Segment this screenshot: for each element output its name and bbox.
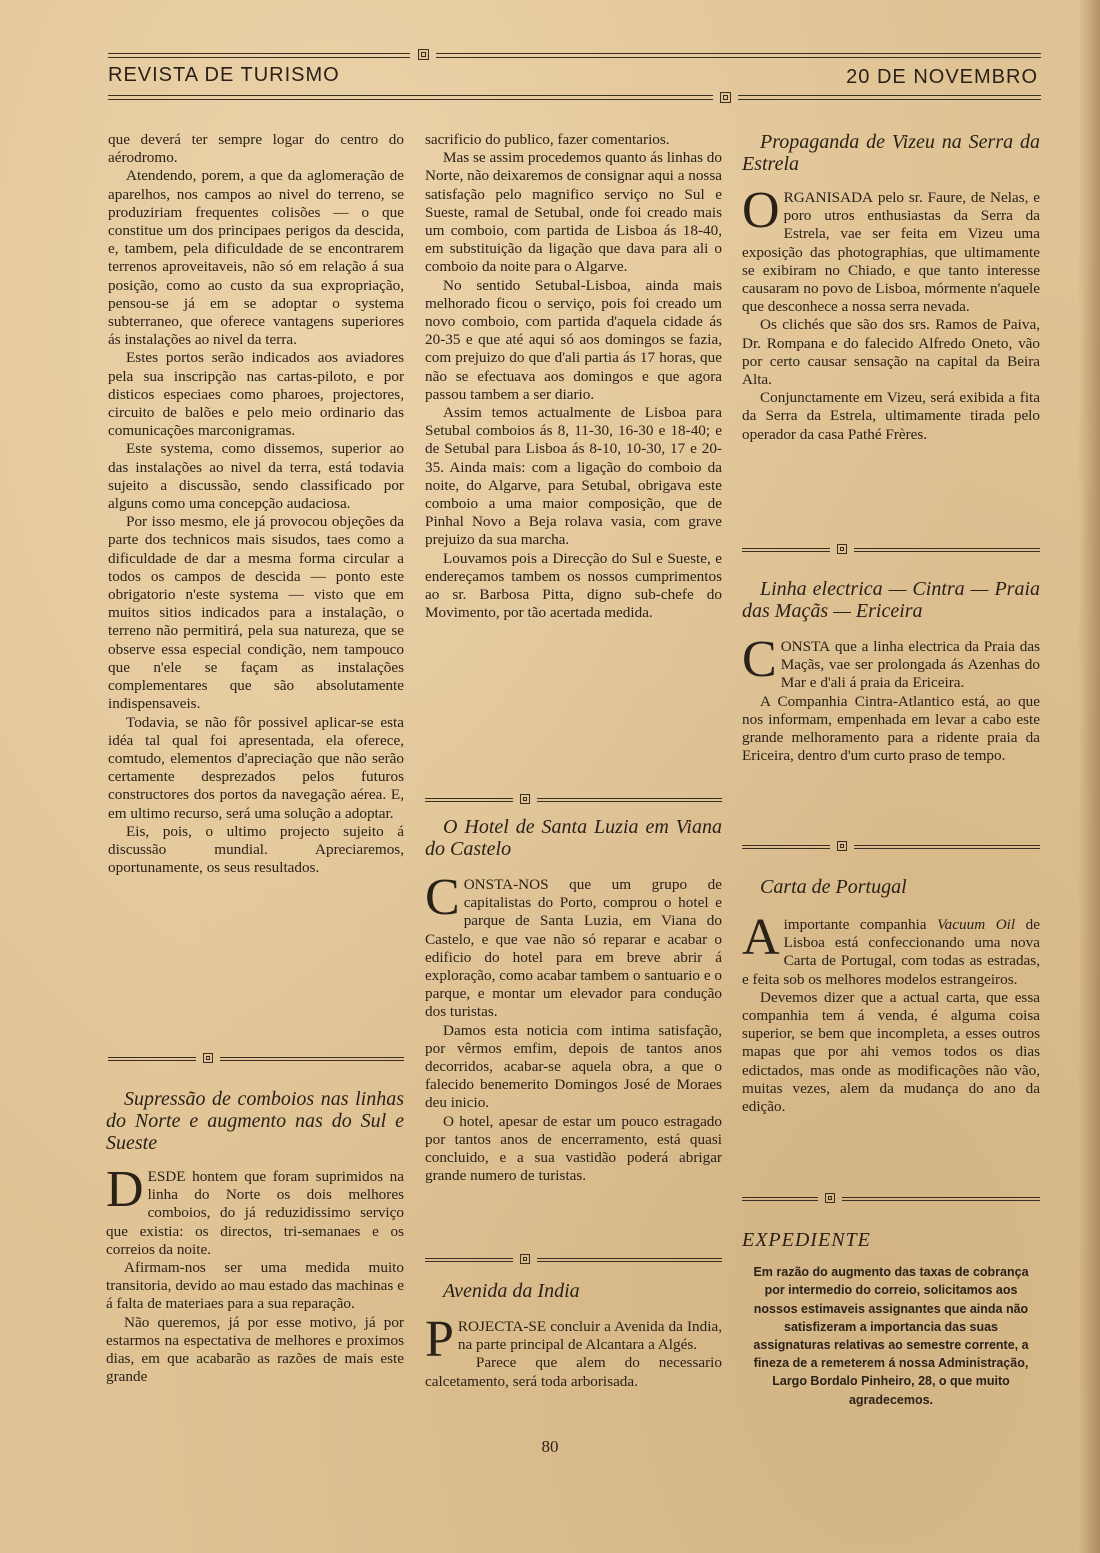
paragraph: Atendendo, porem, a que da aglomeração de aparelhos, nos campos ao nivel do terreno, se produziriam frequentes colisões — o que constitue um dos principaes perigos da descida, e, tambem, pela dificuldade de se encontrarem terrenos aproveitaveis, não só em relação á sua posição, como ao custo da sua expropriação, pensou-se já em se adoptar o systema subterraneo, que oferece vantagens superiores ás instalações ao nivel da terra.	[108, 167, 404, 349]
ornament-icon	[203, 1053, 213, 1063]
paragraph: O hotel, apesar de estar um pouco estragado por tantos anos de encerramento, está quasi concluido, e a sua vastidão poderá abrigar grande numero de turistas.	[425, 1112, 722, 1185]
article-avenida-india	[425, 1280, 722, 1391]
section-separator	[425, 794, 722, 802]
section-separator	[742, 1193, 1040, 1201]
binding-shadow	[1078, 0, 1100, 1553]
paragraph: No sentido Setubal-Lisboa, ainda mais melhorado ficou o serviço, pois foi creado um novo comboio, com partida d'aquela cidade ás 20-35 e que até aqui só aos domingos se fazia, com prejuizo do que d'ali partia ás 17 horas, que não se efectuava aos domingos e que agora passou tambem a ser diario.	[425, 276, 722, 403]
article-lead	[742, 631, 1040, 693]
lead-text: que um grupo de capitalistas do Porto, comprou o hotel e parque de Santa Luzia, em Viana do Castelo, e que vae não só reparar e acabar o edificio do hotel para em breve abrir á exploração, como acabar tambem o santuario e o parque, e montar um elevador para condução dos turistas.	[425, 876, 722, 1021]
paragraph: Não queremos, já por esse motivo, já por estarmos na espectativa de melhores e proximos dias, em que acabarão as razões de mais este grande	[106, 1313, 404, 1386]
paragraph: Todavia, se não fôr possivel aplicar-se esta idéa tal qual foi apresentada, ela oferece, comtudo, elementos d'apreciação que não serão certamente desprezados pelos futuros constructores dos portos da navegação aérea. E, em ultimo recurso, será uma solução a adoptar.	[108, 713, 404, 822]
ornament-icon	[837, 841, 847, 851]
article-lead	[425, 869, 722, 1022]
article-title: Avenida da India	[443, 1280, 580, 1302]
paragraph: Mas se assim procedemos quanto ás linhas do Norte, não deixaremos de consignar aqui a nossa satisfação pelo magnifico serviço no Sul e Sueste, ramal de Setubal, onde foi creado mais um comboio, com partida de Lisboa ás 18-40, em substituição da ligação que dava para ali o comboio da noite para o Algarve.	[425, 149, 722, 276]
article-lead	[425, 1311, 722, 1368]
drop-cap: D	[106, 1161, 144, 1218]
magazine-title: REVISTA DE TURISMO	[108, 64, 340, 86]
page-number: 80	[541, 1437, 559, 1456]
drop-cap: P	[425, 1311, 454, 1368]
article-propaganda-vizeu	[742, 131, 1040, 444]
paragraph: Este systema, como dissemos, superior ao das instalações ao nivel da terra, está todavia sujeito a discussão, sendo classificado por alguns como uma concepção audaciosa.	[108, 440, 404, 513]
article-lead	[742, 182, 1040, 316]
article-title: Linha electrica — Cintra — Praia das Maçãs — Ericeira	[742, 578, 1040, 622]
lead-text-cont: de Lisboa está confeccionando uma nova Carta de Portugal, com todas as estradas, e feita sob os melhores modelos estrangeiros.	[742, 916, 1040, 988]
header-rule-top-right	[436, 53, 1041, 54]
expediente-section	[742, 1231, 1040, 1409]
lead-caps: ONSTA-NOS	[463, 876, 549, 893]
article-supressao	[106, 1088, 404, 1386]
column-1	[108, 131, 404, 877]
paragraph: Eis, pois, o ultimo projecto sujeito á discussão mundial. Apreciaremos, oportunamente, os seus resultados.	[108, 822, 404, 877]
paragraph: Estes portos serão indicados aos aviadores pela sua inscripção nas cartas-piloto, e por disticos especiaes como pharoes, projectores, circuito de balões e pelo meio ordinario das comunicações marconigramas.	[108, 349, 404, 440]
article-linha-electrica	[742, 578, 1040, 765]
article-title: Supressão de comboios nas linhas do Norte e augmento nas do Sul e Sueste	[106, 1088, 404, 1154]
drop-cap: O	[742, 182, 780, 239]
paragraph: Damos esta noticia com intima satisfação, por vêrmos emfim, depois de tantos anos decorridos, acabar-se aquela obra, a que o falecido benemerito Domingos José de Moraes deu inicio.	[425, 1021, 722, 1112]
header-rule-bottom-left	[108, 95, 713, 96]
lead-text: que a linha electrica da Praia das Maçãs, vae ser prolongada ás Azenhas do Mar e d'ali á praia da Ericeira.	[780, 638, 1040, 692]
paragraph: Louvamos pois a Direcção do Sul e Sueste, e endereçamos tambem os nossos cumprimentos ao sr. Barbosa Pitta, digno sub-chefe do Movimento, por tão acertada medida.	[425, 549, 722, 622]
article-title: Carta de Portugal	[760, 876, 907, 898]
lead-text: importante companhia	[783, 916, 938, 933]
section-separator	[742, 544, 1040, 552]
section-separator	[108, 1053, 404, 1061]
lead-caps: ROJECTA-SE	[457, 1318, 547, 1335]
header-ornament-bottom	[720, 92, 731, 103]
paragraph: A Companhia Cintra-Atlantico está, ao que nos informam, empenhada em levar a cabo este grande melhoramento para a ridente praia da Ericeira, dentro d'um curto praso de tempo.	[742, 692, 1040, 765]
ornament-icon	[837, 544, 847, 554]
lead-caps: RGANISADA	[783, 189, 874, 206]
article-lead	[106, 1161, 404, 1259]
paragraph: Assim temos actualmente de Lisboa para Setubal comboios ás 8, 11-30, 16-30 e 18-40; e de Setubal para Lisboa ás 8-10, 10-30, 17 e 20-35. Ainda mais: com a ligação do comboio da noite, do Algarve, para Setubal, obrigava este comboio a uma maior composição, que de Pinhal Novo a Beja rolava vasia, com grave prejuizo da sua marcha.	[425, 404, 722, 549]
ornament-icon	[825, 1193, 835, 1203]
paragraph: Conjunctamente em Vizeu, será exibida a fita da Serra da Estrela, ultimamente tirada pelo operador da casa Pathé Frères.	[742, 389, 1040, 443]
lead-text: pelo sr. Faure, de Nelas, e poro utros enthusiastas da Serra da Estrela, vae ser feita em Vizeu uma exposição das photographias, que ultimamente se exibiram no Chiado, e que tanto interesse causaram no povo de Lisboa, mórmente n'aquele que desconhece a nossa serra nevada.	[742, 189, 1040, 316]
article-lead	[742, 909, 1040, 989]
article-title: Propaganda de Vizeu na Serra da Estrela	[742, 131, 1040, 175]
header-ornament-top	[418, 49, 429, 60]
article-title: O Hotel de Santa Luzia em Viana do Castelo	[425, 816, 722, 860]
ornament-icon	[520, 794, 530, 804]
article-carta-portugal	[742, 876, 1040, 1116]
column-2	[425, 131, 722, 622]
section-separator	[742, 841, 1040, 849]
paragraph: Afirmam-nos ser uma medida muito transitoria, devido ao mau estado das machinas e á falta de materiaes para a sua reparação.	[106, 1259, 404, 1313]
paragraph: sacrificio do publico, fazer comentarios.	[425, 131, 670, 148]
lead-caps: ESDE	[147, 1168, 186, 1185]
drop-cap: C	[425, 869, 460, 926]
header-rule-top-left	[108, 53, 410, 54]
paragraph: Devemos dizer que a actual carta, que essa companhia tem á venda, é alguma coisa superior, se bem que incompleta, a esses outros mapas que por ahi vemos todos os dias edictados, mas onde as modificações não vão, muitas vezes, alem da mudança do ano da edição.	[742, 988, 1040, 1116]
drop-cap: A	[742, 909, 780, 966]
paragraph: Parece que alem do necessario calcetamento, será toda arborisada.	[425, 1354, 722, 1390]
issue-date: 20 DE NOVEMBRO	[846, 66, 1038, 88]
article-hotel-santa-luzia	[425, 816, 722, 1185]
lead-caps: ONSTA	[780, 638, 831, 655]
section-separator	[425, 1254, 722, 1262]
ornament-icon	[520, 1254, 530, 1264]
lead-text: hontem que foram suprimidos na linha do Norte os dois melhores comboios, do já reduzidissimo serviço que existia: os directos, tri-semanaes e os correios da noite.	[106, 1168, 404, 1258]
company-name: Vacuum Oil	[937, 916, 1016, 933]
paragraph: Os clichés que são dos srs. Ramos de Paiva, Dr. Rompana e do falecido Alfredo Oneto, vão por certo causar sensação na capital da Beira Alta.	[742, 316, 1040, 389]
header-rule-bottom-right	[738, 95, 1041, 96]
paragraph: que deverá ter sempre logar do centro do aérodromo.	[108, 131, 404, 167]
expediente-notice: Em razão do augmento das taxas de cobrança por intermedio do correio, solicitamos aos nossos estimaveis assignantes que ainda não satisfizeram a importancia das suas assignaturas relativas ao semestre corrente, a fineza de a remeterem á nossa Administração, Largo Bordalo Pinheiro, 28, o que muito agradecemos.	[753, 1265, 1029, 1407]
drop-cap: C	[742, 631, 777, 688]
expediente-title: EXPEDIENTE	[742, 1229, 871, 1251]
lead-text: concluir a Avenida da India, na parte principal de Alcantara a Algés.	[457, 1318, 722, 1354]
paragraph: Por isso mesmo, ele já provocou objeções da parte dos technicos mais sisudos, taes como a dificuldade de dar a mesma forma circular a todos os campos de descida — ponto este obrigatorio n'este systema — visto que em muitos sitios indicados para a instalação, o terreno não permitirá, pela sua natureza, que se observe essa especial condição, nem tampouco que n'ele se façam as instalações complementares que são absolutamente indispensaveis.	[108, 513, 404, 713]
